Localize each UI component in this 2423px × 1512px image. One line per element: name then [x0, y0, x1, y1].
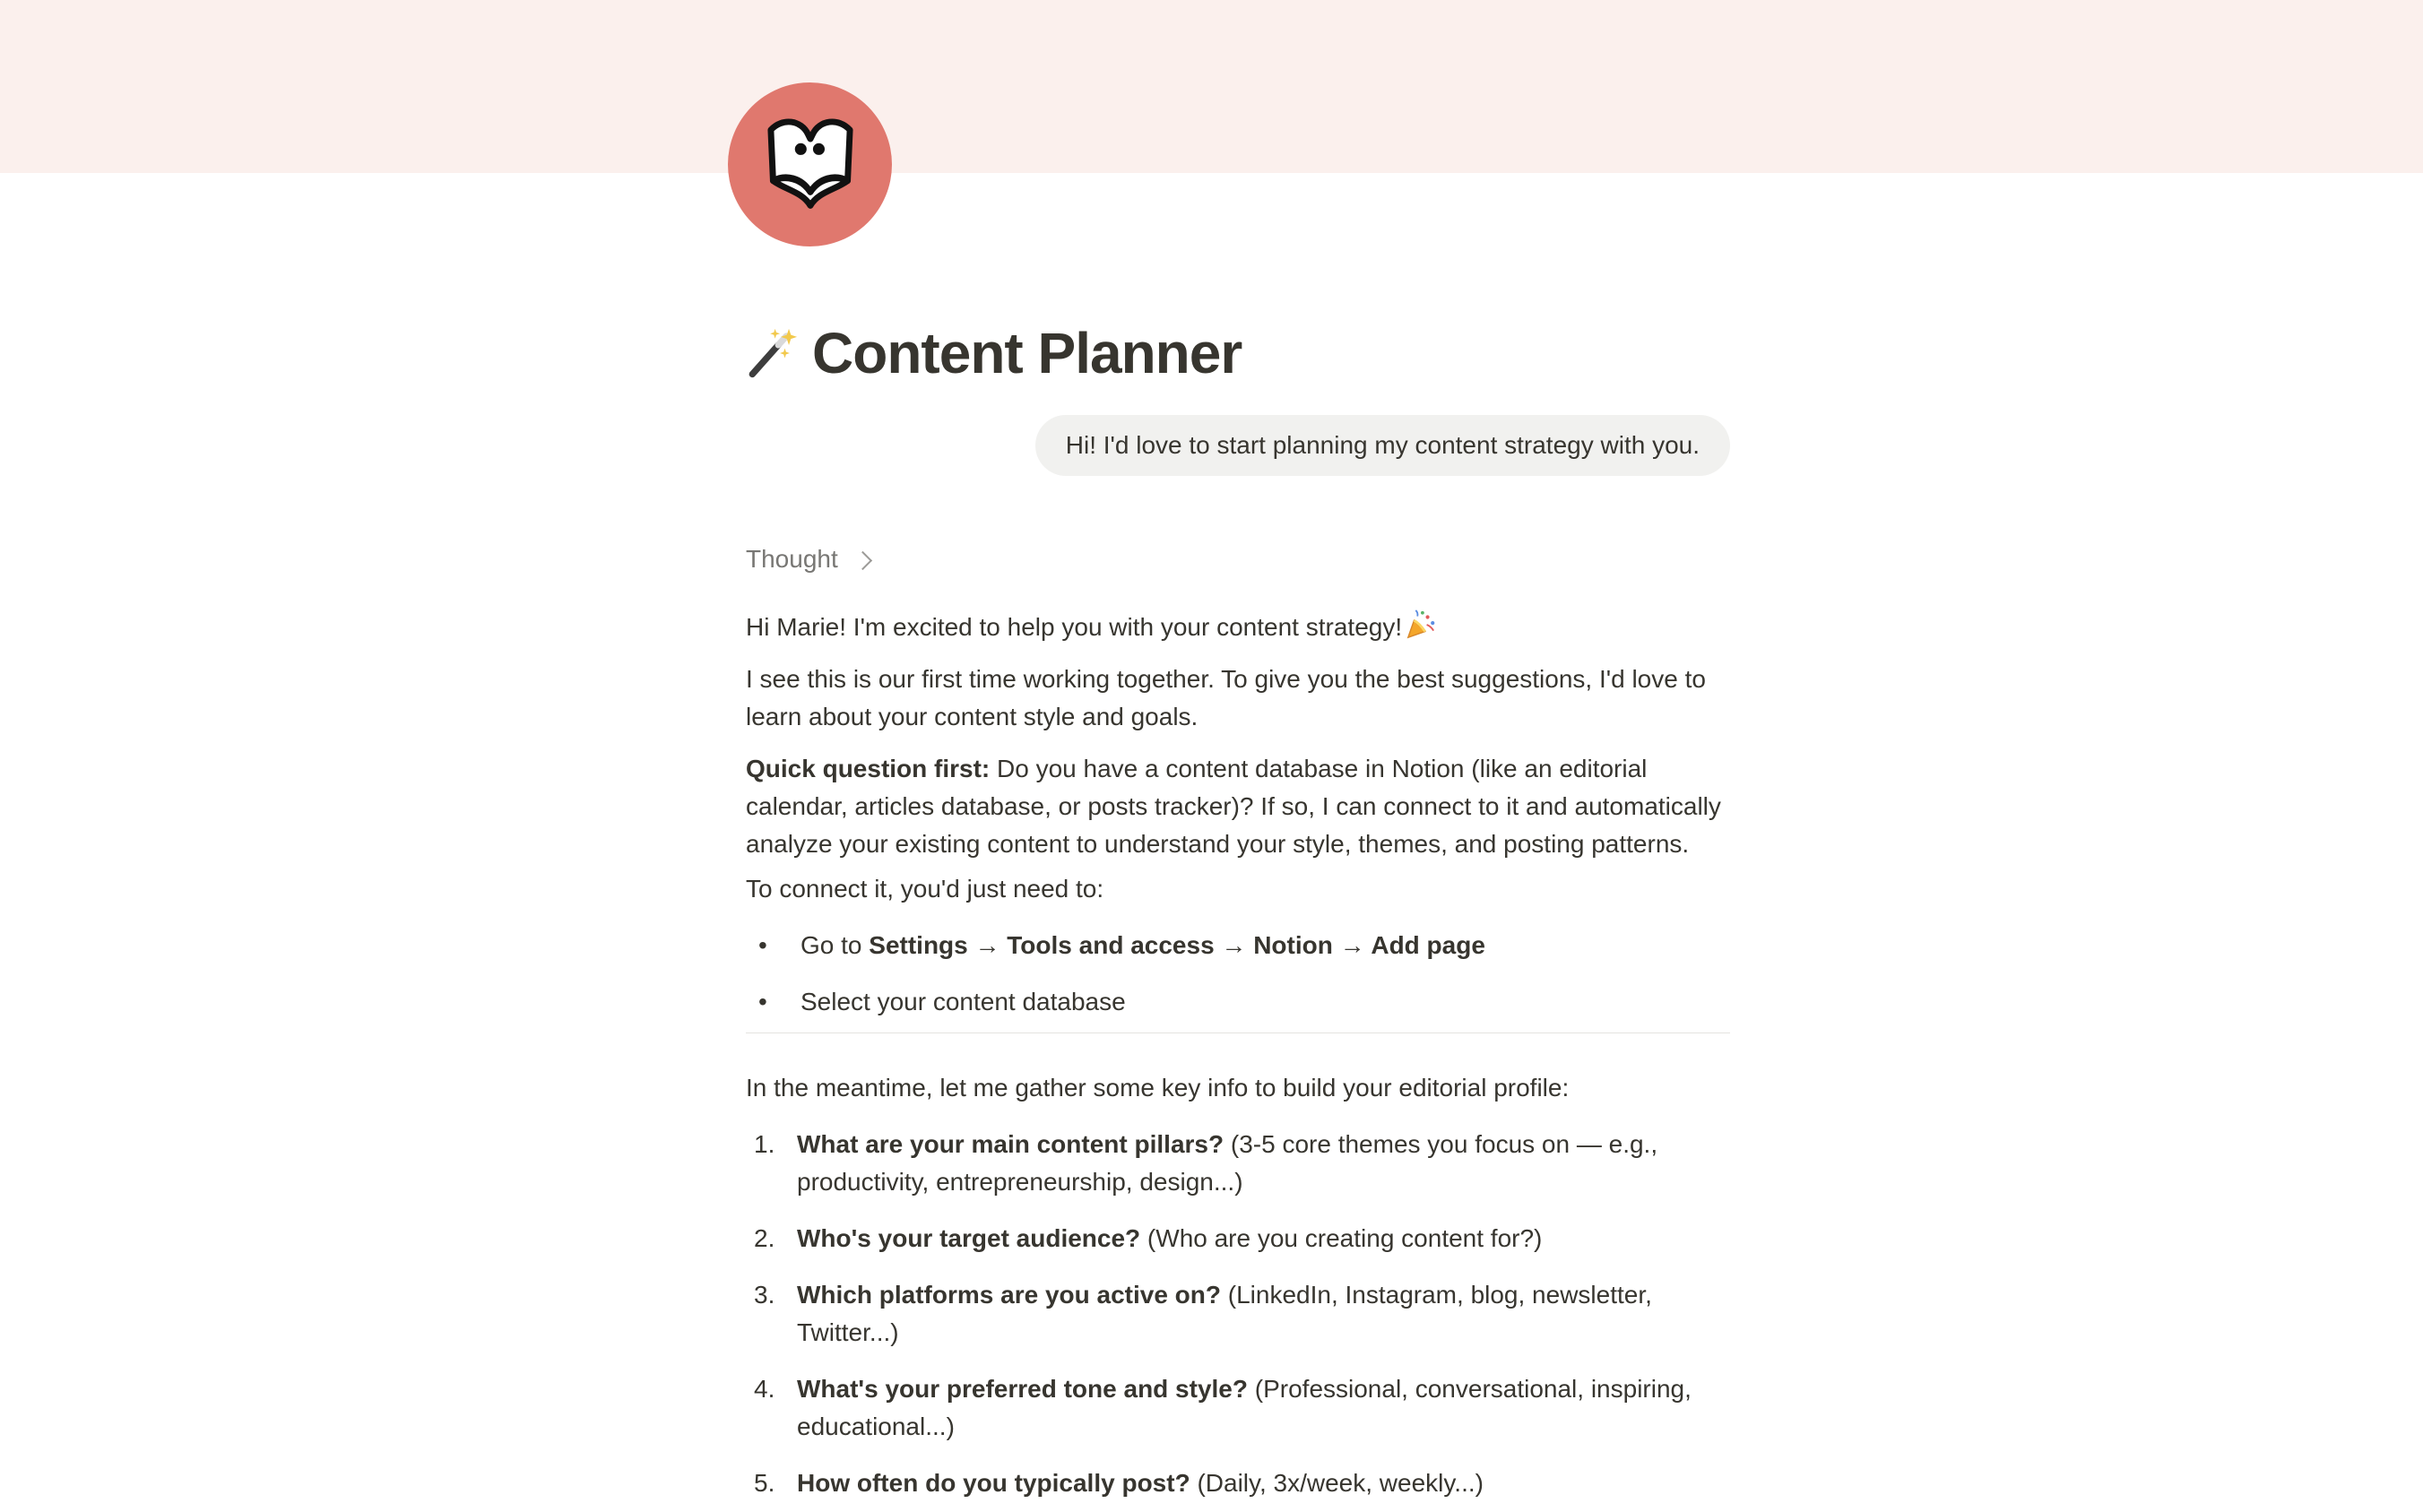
- list-item-text: How often do you typically post? (Daily, 3x/week, weekly...): [797, 1469, 1484, 1497]
- list-number: 2.: [754, 1224, 775, 1252]
- list-item: [746, 1276, 1730, 1352]
- list-item-text: Who's your target audience? (Who are you creating content for?): [797, 1224, 1543, 1252]
- list-item: [746, 1370, 1730, 1446]
- page-title-text: Content Planner: [812, 321, 1242, 385]
- response-paragraph-intro: I see this is our first time working together. To give you the best suggestions, I'd love to learn about your content style and goals.: [746, 665, 1706, 730]
- bullet-marker: •: [758, 931, 767, 959]
- list-number: 3.: [754, 1281, 775, 1309]
- bot-avatar: [728, 82, 892, 246]
- party-popper-emoji: [1406, 609, 1436, 640]
- thought-toggle[interactable]: [746, 540, 870, 578]
- list-item-text: What's your preferred tone and style? (Professional, conversational, inspiring, educational...): [797, 1375, 1692, 1440]
- page-title[interactable]: [746, 321, 1730, 385]
- thought-label: Thought: [746, 545, 838, 573]
- editorial-profile-questions-list: [746, 1126, 1730, 1502]
- list-item-text: Which platforms are you active on? (LinkedIn, Instagram, blog, newsletter, Twitter...): [797, 1281, 1652, 1346]
- greeting-text: Hi Marie! I'm excited to help you with your content strategy!: [746, 613, 1403, 641]
- list-item-text: What are your main content pillars? (3-5 core themes you focus on — e.g., productivity, entrepreneurship, design...): [797, 1130, 1658, 1196]
- list-number: 5.: [754, 1469, 775, 1497]
- magic-wand-emoji: [746, 327, 798, 379]
- list-item-text: Select your content database: [800, 988, 1126, 1015]
- connect-steps-list: [746, 927, 1730, 1021]
- response-paragraph-connect: To connect it, you'd just need to:: [746, 875, 1104, 903]
- list-item: [746, 1220, 1730, 1257]
- list-item-text: Go to Settings → Tools and access → Notion → Add page: [800, 931, 1485, 959]
- response-paragraph-meantime: In the meantime, let me gather some key info to build your editorial profile:: [746, 1074, 1570, 1102]
- list-item: [746, 1126, 1730, 1201]
- list-number: 4.: [754, 1375, 775, 1403]
- user-message-bubble: [1035, 415, 1730, 476]
- chevron-right-icon: [853, 550, 872, 569]
- bullet-marker: •: [758, 988, 767, 1015]
- response-paragraph-quick-question: Quick question first: Do you have a content database in Notion (like an editorial calendar, articles database, or posts tracker)? If so, I can connect to it and automatically analyze your existing content to understand your style, themes, and posting patterns.: [746, 755, 1721, 858]
- user-message-text: Hi! I'd love to start planning my content strategy with you.: [1065, 431, 1700, 459]
- list-item: [746, 927, 1730, 964]
- page-cover: [0, 0, 2423, 173]
- list-item: [746, 983, 1730, 1021]
- list-number: 1.: [754, 1130, 775, 1158]
- list-item: [746, 1464, 1730, 1502]
- response-paragraph-greeting: [746, 609, 1730, 646]
- divider: [746, 1032, 1730, 1033]
- book-face-logo-icon: [754, 108, 867, 221]
